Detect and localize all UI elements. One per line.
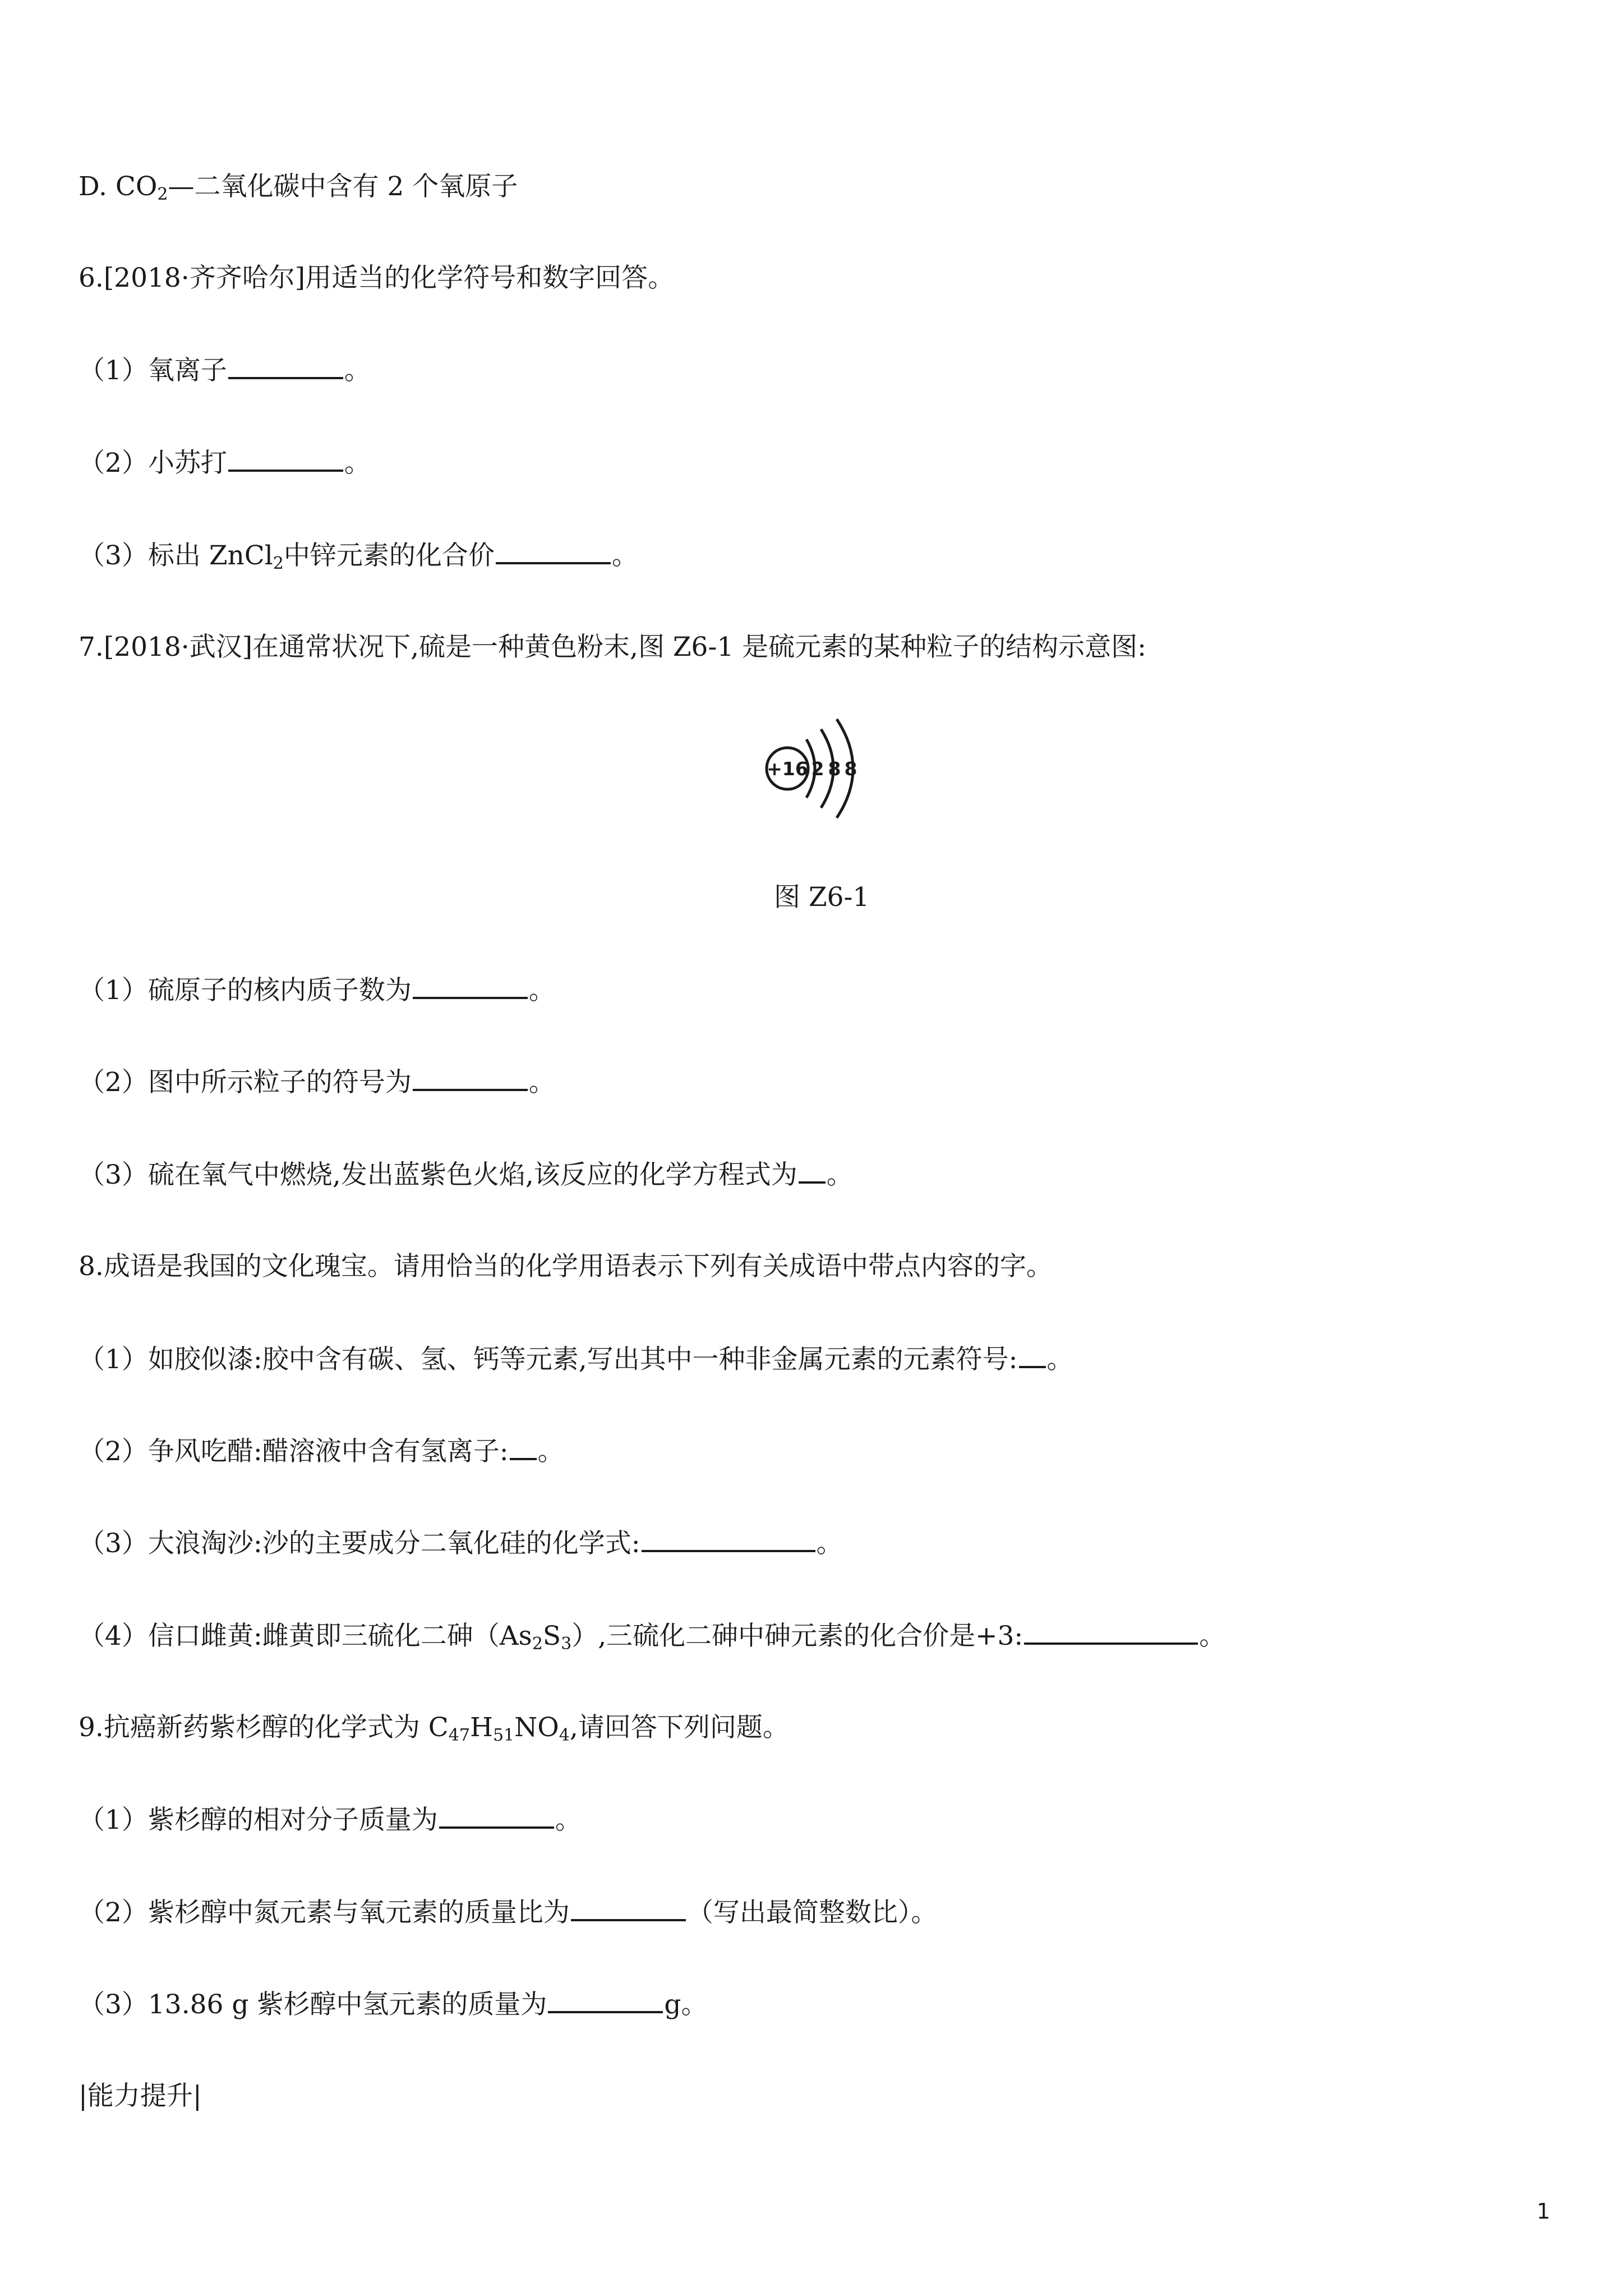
answer-blank[interactable] <box>548 1987 663 2013</box>
question-7-part-3: （3）硫在氧气中燃烧,发出蓝紫色火焰,该反应的化学方程式为 。 <box>79 1158 853 1191</box>
question-8-part-3: （3）大浪淘沙:沙的主要成分二氧化硅的化学式: 。 <box>79 1526 843 1560</box>
question-8-part-4: （4）信口雌黄:雌黄即三硫化二砷$(As_2S_3)$,三硫化二砷中砷元素的化合价是+3: 。 <box>79 1619 1225 1653</box>
answer-blank[interactable] <box>496 539 611 564</box>
section-heading: |能力提升| <box>79 2081 202 2111</box>
question-9-part-2: （2）紫杉醇中氮元素与氧元素的质量比为 （写出最简整数比）。 <box>79 1895 937 1929</box>
answer-blank[interactable] <box>228 353 343 379</box>
answer-blank[interactable] <box>1024 1619 1198 1645</box>
answer-blank[interactable] <box>413 1065 528 1091</box>
answer-blank[interactable] <box>642 1526 815 1552</box>
answer-blank[interactable] <box>228 446 343 472</box>
question-8-stem: 8.成语是我国的文化瑰宝。请用恰当的化学用语表示下列有关成语中带点内容的字。 <box>79 1251 1053 1282</box>
question-9-part-1: （1）紫杉醇的相对分子质量为 。 <box>79 1803 582 1837</box>
question-7-part-1: （1）硫原子的核内质子数为 。 <box>79 973 555 1007</box>
question-8-part-1: （1）如胶似漆:胶中含有碳、氢、钙等元素,写出其中一种非金属元素的元素符号: 。 <box>79 1342 1073 1376</box>
answer-blank[interactable] <box>1019 1342 1046 1368</box>
answer-blank[interactable] <box>571 1895 686 1921</box>
question-7-part-2: （2）图中所示粒子的符号为 。 <box>79 1065 555 1099</box>
sulfur-ion-structure-diagram <box>763 712 875 825</box>
answer-blank[interactable] <box>413 973 528 999</box>
shell-1-electrons: 2 <box>811 758 824 780</box>
question-7-stem: 7.[2018·武汉]在通常状况下,硫是一种黄色粉末,图 Z6-1 是硫元素的某种粒子的结构示意图: <box>79 632 1147 662</box>
shell-2-electrons: 8 <box>828 758 841 780</box>
figure-caption: 图 Z6-1 <box>774 882 870 913</box>
shell-3-electrons: 8 <box>844 758 857 780</box>
answer-blank[interactable] <box>439 1803 554 1829</box>
question-8-part-2: （2）争风吃醋:醋溶液中含有氢离子: 。 <box>79 1434 564 1468</box>
question-6-part-2: （2）小苏打 。 <box>79 446 371 480</box>
question-9-part-3: （3）13.86 g 紫杉醇中氢元素的质量为 g。 <box>79 1987 708 2021</box>
page-number: 1 <box>1537 2199 1551 2224</box>
question-6-part-1: （1）氧离子 。 <box>79 353 371 387</box>
question-6-stem: 6.[2018·齐齐哈尔]用适当的化学符号和数字回答。 <box>79 263 675 293</box>
answer-blank[interactable] <box>510 1434 537 1460</box>
option-d: D. $CO_2—$二氧化碳中含有 2 个氧原子 <box>79 171 518 204</box>
question-9-stem: 9.抗癌新药紫杉醇的化学式为 $C_{47}H_{51}NO_4$,请回答下列问题。 <box>79 1712 789 1745</box>
answer-blank[interactable] <box>799 1158 826 1184</box>
question-6-part-3: （3）标出 ZnCl$_2$中锌元素的化合价 。 <box>79 539 638 572</box>
nucleus-charge: +16 <box>767 758 808 780</box>
